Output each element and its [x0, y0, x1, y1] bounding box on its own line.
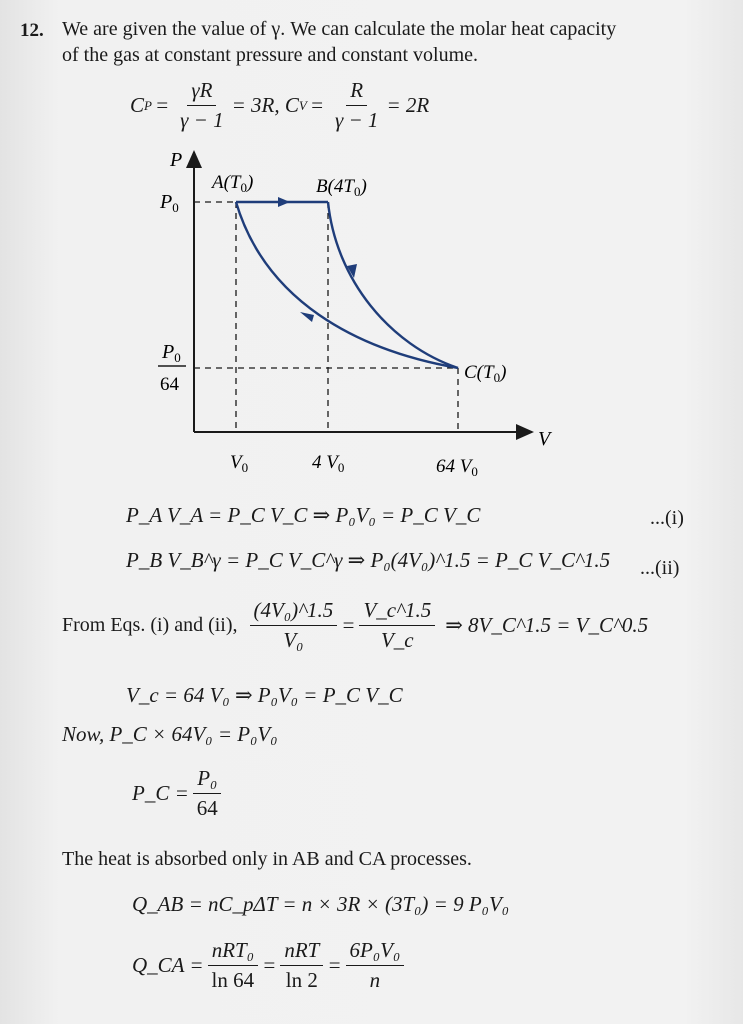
from-equations-line	[62, 598, 648, 653]
equation-i: P_A V_A = P_C V_C ⇒ P₀V₀ = P_C V_C	[126, 503, 481, 527]
cv-subscript: V	[298, 97, 307, 113]
qca-den-2: ln 2	[285, 968, 318, 992]
equals-sign-5: =	[327, 953, 342, 977]
now-equation: Now, P_C × 64V₀ = P₀V₀	[62, 722, 278, 746]
problem-line-1: We are given the value of γ. We can calculate the molar heat capacity	[62, 18, 617, 40]
point-a-label: $A(T_0)$	[212, 172, 254, 195]
problem-number: 12.	[20, 20, 44, 41]
from-result: ⇒ 8V_C^1.5 = V_C^0.5	[445, 613, 649, 637]
cv-fraction	[331, 78, 382, 133]
qca-den-3: n	[369, 968, 381, 992]
point-c-label: $C(T_0)$	[464, 362, 507, 385]
cv-denominator: γ − 1	[334, 108, 379, 132]
cv-numerator: R	[346, 78, 367, 106]
from-num-2: V_c^1.5	[359, 598, 435, 626]
point-b-label: $B(4T_0)$	[316, 176, 367, 199]
process-bc	[328, 202, 458, 368]
p-axis-label: P	[170, 149, 183, 171]
equals-sign-3: =	[341, 613, 356, 637]
from-fraction-2	[359, 598, 435, 653]
vc-equation: V_c = 64 V₀ ⇒ P₀V₀ = P_C V_C	[126, 683, 403, 707]
cp-result: = 3R, C	[231, 93, 299, 117]
from-fraction-1	[250, 598, 338, 653]
from-num-1: (4V₀)^1.5	[250, 598, 338, 626]
pc-fraction	[193, 766, 222, 821]
equals-sign-2: =	[309, 93, 324, 117]
heat-absorbed-text: The heat is absorbed only in AB and CA processes.	[62, 848, 472, 870]
pc-left: P_C =	[132, 781, 189, 805]
from-label: From Eqs. (i) and (ii),	[62, 614, 238, 636]
tick-4v0: 4 $V_0$	[312, 452, 345, 475]
qca-num-1: nRT₀	[208, 938, 258, 966]
pv-diagram	[140, 140, 580, 485]
p0-label: $P_0$	[160, 191, 179, 215]
p0-over-64-num: $P_0$	[162, 341, 181, 365]
qca-fraction-1	[208, 938, 259, 993]
qca-left: Q_CA =	[132, 953, 204, 977]
qca-fraction-3	[346, 938, 405, 993]
tick-v0: $V_0$	[230, 452, 249, 475]
arrow-ab-icon	[278, 197, 290, 207]
cp-symbol: C	[130, 93, 145, 117]
tick-64v0: 64 $V_0$	[436, 456, 478, 479]
equation-i-tag: ...(i)	[650, 507, 684, 529]
qab-equation: Q_AB = nC_pΔT = n × 3R × (3T₀) = 9 P₀V₀	[132, 892, 510, 916]
from-den-2: V_c	[380, 628, 414, 652]
pc-numerator: P₀	[193, 766, 221, 794]
from-den-1: V₀	[283, 628, 304, 652]
cv-result: = 2R	[386, 93, 430, 117]
qca-den-1: ln 64	[211, 968, 255, 992]
cp-fraction	[176, 78, 227, 133]
equals-sign-4: =	[262, 953, 277, 977]
process-ca	[236, 202, 458, 368]
equation-ii-tag: ...(ii)	[640, 557, 680, 579]
qca-num-2: nRT	[280, 938, 323, 966]
capacity-equation	[130, 78, 429, 133]
qca-equation	[132, 938, 408, 993]
v-axis-label: V	[538, 428, 551, 450]
qca-num-3: 6P₀V₀	[346, 938, 405, 966]
equals-sign: =	[154, 93, 170, 117]
qca-fraction-2	[280, 938, 323, 993]
problem-line-2: of the gas at constant pressure and constant volume.	[62, 44, 478, 66]
cp-denominator: γ − 1	[180, 108, 224, 132]
pc-equation	[132, 766, 226, 821]
dashed-guides	[194, 202, 458, 432]
cp-subscript: P	[144, 97, 152, 113]
equation-ii: P_B V_B^γ = P_C V_C^γ ⇒ P₀(4V₀)^1.5 = P_C V_C^1.5	[126, 548, 611, 572]
p0-over-64-den: 64	[160, 374, 179, 395]
cp-numerator: γR	[187, 78, 216, 106]
pc-denominator: 64	[196, 796, 218, 820]
arrow-ca-icon	[300, 312, 314, 322]
